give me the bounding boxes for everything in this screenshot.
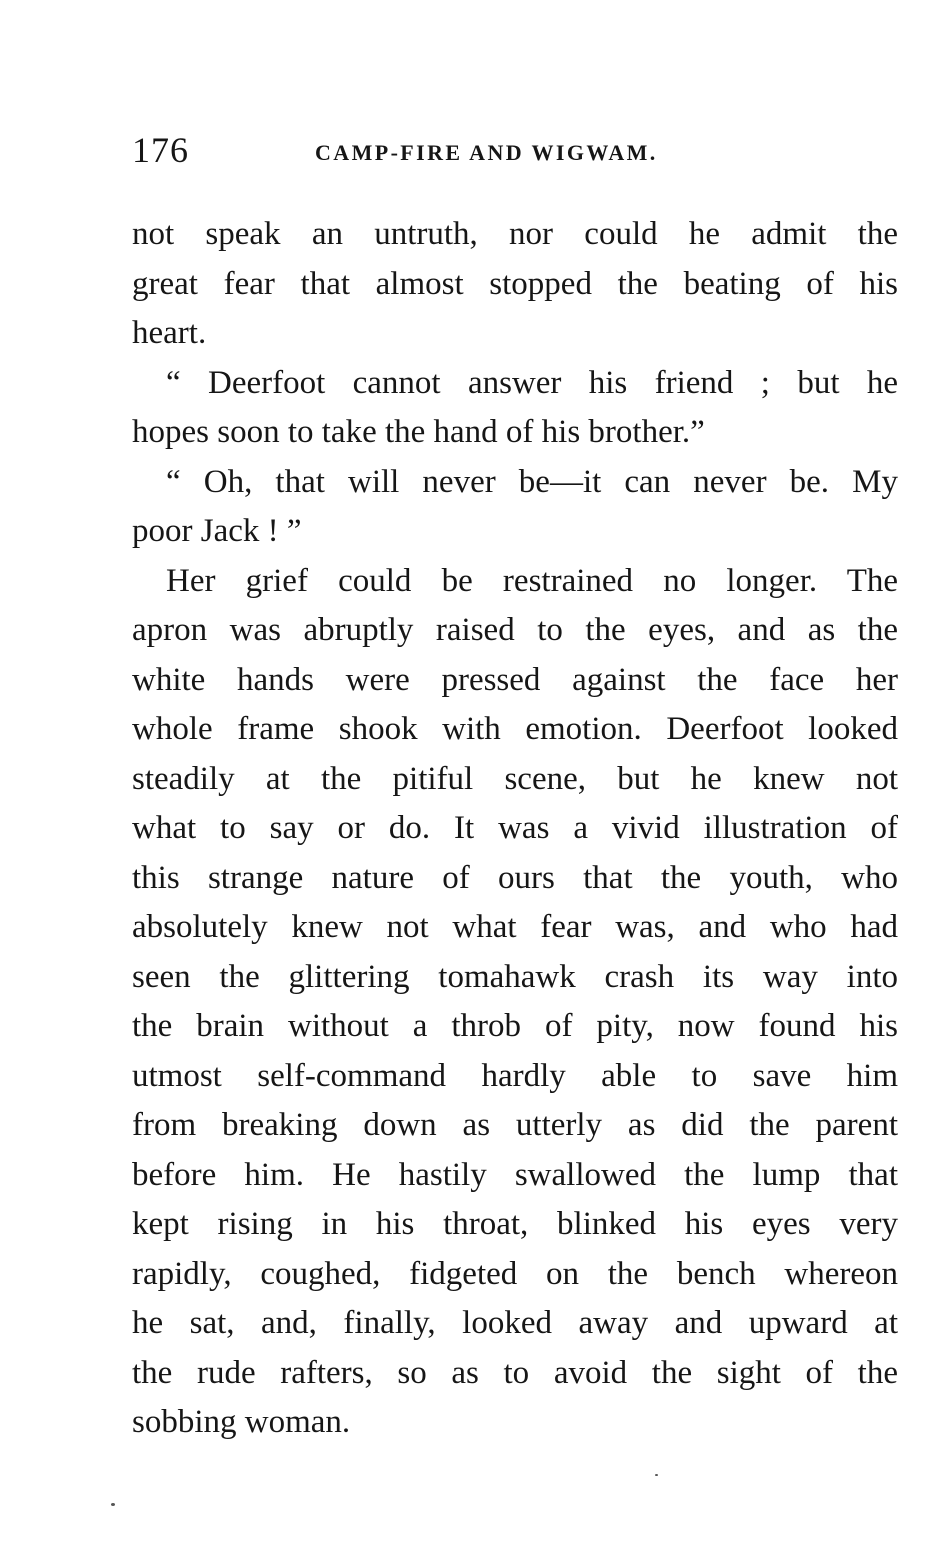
text-line: utmost self-command hardly able to save him bbox=[132, 1057, 898, 1094]
text-line: heart. bbox=[132, 315, 207, 351]
text-line: not speak an untruth, nor could he admit the bbox=[132, 216, 898, 252]
text-line: seen the glittering tomahawk crash its way into bbox=[132, 958, 898, 995]
text-line: “ Deerfoot cannot answer his friend ; but he bbox=[166, 364, 898, 401]
text-line: apron was abruptly raised to the eyes, and as the bbox=[132, 612, 898, 648]
body-text bbox=[132, 210, 898, 1448]
text-line: the rude rafters, so as to avoid the sight of the bbox=[132, 1354, 898, 1391]
ink-speck bbox=[111, 1503, 115, 1506]
text-line: sobbing woman. bbox=[132, 1404, 351, 1440]
text-line: the brain without a throb of pity, now found his bbox=[132, 1008, 898, 1044]
text-line: whole frame shook with emotion. Deerfoot looked bbox=[132, 711, 898, 747]
text-line: great fear that almost stopped the beating of his bbox=[132, 265, 898, 302]
ink-speck bbox=[655, 1474, 658, 1476]
text-line: steadily at the pitiful scene, but he knew not bbox=[132, 760, 898, 797]
text-line: this strange nature of ours that the youth, who bbox=[132, 859, 898, 896]
text-line: from breaking down as utterly as did the parent bbox=[132, 1107, 898, 1143]
text-line: “ Oh, that will never be—it can never be. My bbox=[166, 463, 898, 500]
page-number: 176 bbox=[132, 130, 189, 170]
running-title: CAMP-FIRE AND WIGWAM. bbox=[315, 140, 658, 165]
text-line: what to say or do. It was a vivid illustration of bbox=[132, 810, 898, 846]
text-line: Her grief could be restrained no longer. The bbox=[166, 562, 898, 599]
text-line: absolutely knew not what fear was, and who had bbox=[132, 909, 898, 945]
text-line: he sat, and, finally, looked away and upward at bbox=[132, 1305, 898, 1341]
text-line: rapidly, coughed, fidgeted on the bench whereon bbox=[132, 1255, 898, 1292]
text-line: kept rising in his throat, blinked his eyes very bbox=[132, 1206, 898, 1242]
text-line: white hands were pressed against the face her bbox=[132, 661, 898, 698]
running-head bbox=[132, 128, 900, 176]
text-line: poor Jack ! ” bbox=[132, 513, 302, 549]
text-line: hopes soon to take the hand of his brother.” bbox=[132, 414, 705, 450]
text-line: before him. He hastily swallowed the lump that bbox=[132, 1156, 898, 1193]
